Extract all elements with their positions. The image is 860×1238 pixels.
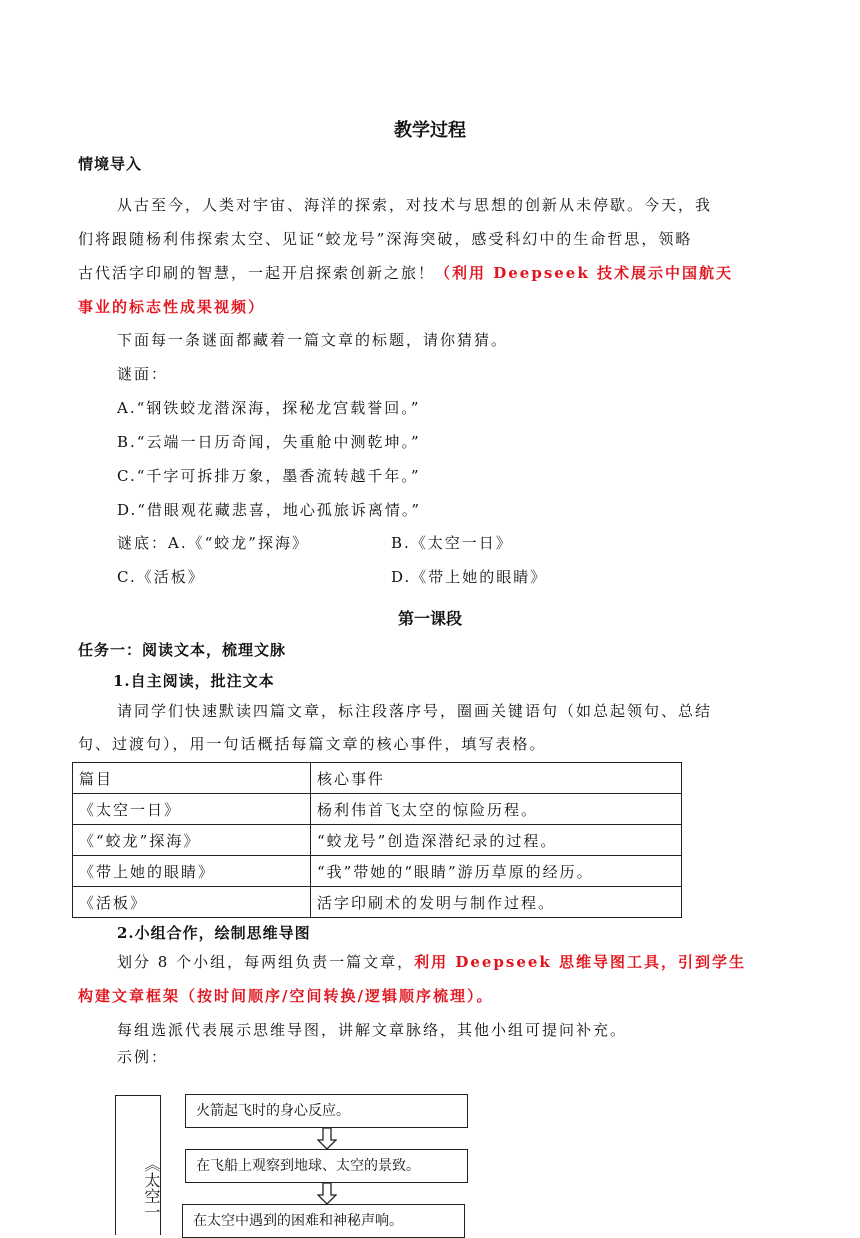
page-title: 教学过程: [394, 120, 466, 141]
step1-paragraph-line1: 请同学们快速默读四篇文章，标注段落序号，圈画关键语句（如总起领句、总结: [117, 702, 713, 720]
answer-d: D.《带上她的眼睛》: [391, 568, 548, 586]
riddle-label: 谜面：: [117, 365, 169, 383]
table-row: [73, 887, 682, 918]
table-cell: “蛟龙号”创造深潜纪录的过程。: [311, 825, 682, 856]
table-cell: 活字印刷术的发明与制作过程。: [311, 887, 682, 918]
down-arrow-icon: [317, 1183, 337, 1205]
table-row: [73, 794, 682, 825]
section-heading: 第一课段: [397, 609, 462, 628]
intro-heading: 情境导入: [78, 155, 143, 173]
intro-paragraph-line2: 们将跟随杨利伟探索太空、见证“蛟龙号”深海突破，感受科幻中的生命哲思，领略: [78, 230, 693, 248]
mindmap-side-label: 《太空一: [142, 1156, 161, 1220]
intro-red-note: （利用 Deepseek 技术展示中国航天: [435, 264, 733, 282]
answer-a: 谜底：A.《“蛟龙”探海》: [117, 534, 309, 552]
riddle-intro: 下面每一条谜面都藏着一篇文章的标题，请你猜猜。: [117, 331, 509, 349]
table-cell: 《太空一日》: [73, 794, 311, 825]
answer-b: B.《太空一日》: [391, 534, 513, 552]
riddle-a: A.“钢铁蛟龙潜深海，探秘龙宫载誉回。”: [117, 399, 421, 417]
mindmap-box: 火箭起飞时的身心反应。: [185, 1094, 468, 1128]
intro-paragraph-line1: 从古至今，人类对宇宙、海洋的探索，对技术与思想的创新从未停歇。今天，我: [117, 196, 713, 214]
table-row: [73, 825, 682, 856]
mindmap-box: 在飞船上观察到地球、太空的景致。: [185, 1149, 468, 1183]
answer-c: C.《活板》: [117, 568, 205, 586]
step1-paragraph-line2: 句、过渡句），用一句话概括每篇文章的核心事件，填写表格。: [78, 735, 547, 753]
core-event-table: [72, 762, 682, 918]
step2-red-note-line2: 构建文章框架（按时间顺序/空间转换/逻辑顺序梳理）。: [78, 987, 494, 1005]
table-row: [73, 763, 682, 794]
step2-text: 划分 8 个小组，每两组负责一篇文章，: [117, 953, 415, 971]
table-header-event: 核心事件: [311, 763, 682, 794]
riddle-d: D.“借眼观花藏悲喜，地心孤旅诉离情。”: [117, 501, 422, 519]
down-arrow-icon: [317, 1128, 337, 1150]
riddle-b: B.“云端一日历奇闻，失重舱中测乾坤。”: [117, 433, 421, 451]
table-header-title: 篇目: [73, 763, 311, 794]
mindmap-box: 在太空中遇到的困难和神秘声响。: [182, 1204, 465, 1238]
step2-red-note: 利用 Deepseek 思维导图工具，引到学生: [414, 953, 747, 971]
task-heading: 任务一：阅读文本，梳理文脉: [78, 641, 287, 659]
step2-paragraph-line1: [117, 945, 746, 979]
intro-red-note-line2: 事业的标志性成果视频）: [78, 298, 266, 316]
intro-text: 古代活字印刷的智慧，一起开启探索创新之旅！: [78, 264, 436, 282]
table-cell: 《带上她的眼睛》: [73, 856, 311, 887]
table-cell: 《活板》: [73, 887, 311, 918]
mindmap-side-bracket: [115, 1095, 161, 1235]
step1-heading: 1.自主阅读，批注文本: [113, 672, 275, 690]
table-row: [73, 856, 682, 887]
example-label: 示例：: [117, 1048, 169, 1066]
step2-heading: 2.小组合作，绘制思维导图: [117, 924, 311, 942]
step2-paragraph-line3: 每组选派代表展示思维导图，讲解文章脉络，其他小组可提问补充。: [117, 1021, 628, 1039]
table-cell: 《“蛟龙”探海》: [73, 825, 311, 856]
riddle-c: C.“千字可拆排万象，墨香流转越千年。”: [117, 467, 421, 485]
intro-paragraph-line3: [78, 256, 733, 290]
table-cell: “我”带她的“眼睛”游历草原的经历。: [311, 856, 682, 887]
table-cell: 杨利伟首飞太空的惊险历程。: [311, 794, 682, 825]
